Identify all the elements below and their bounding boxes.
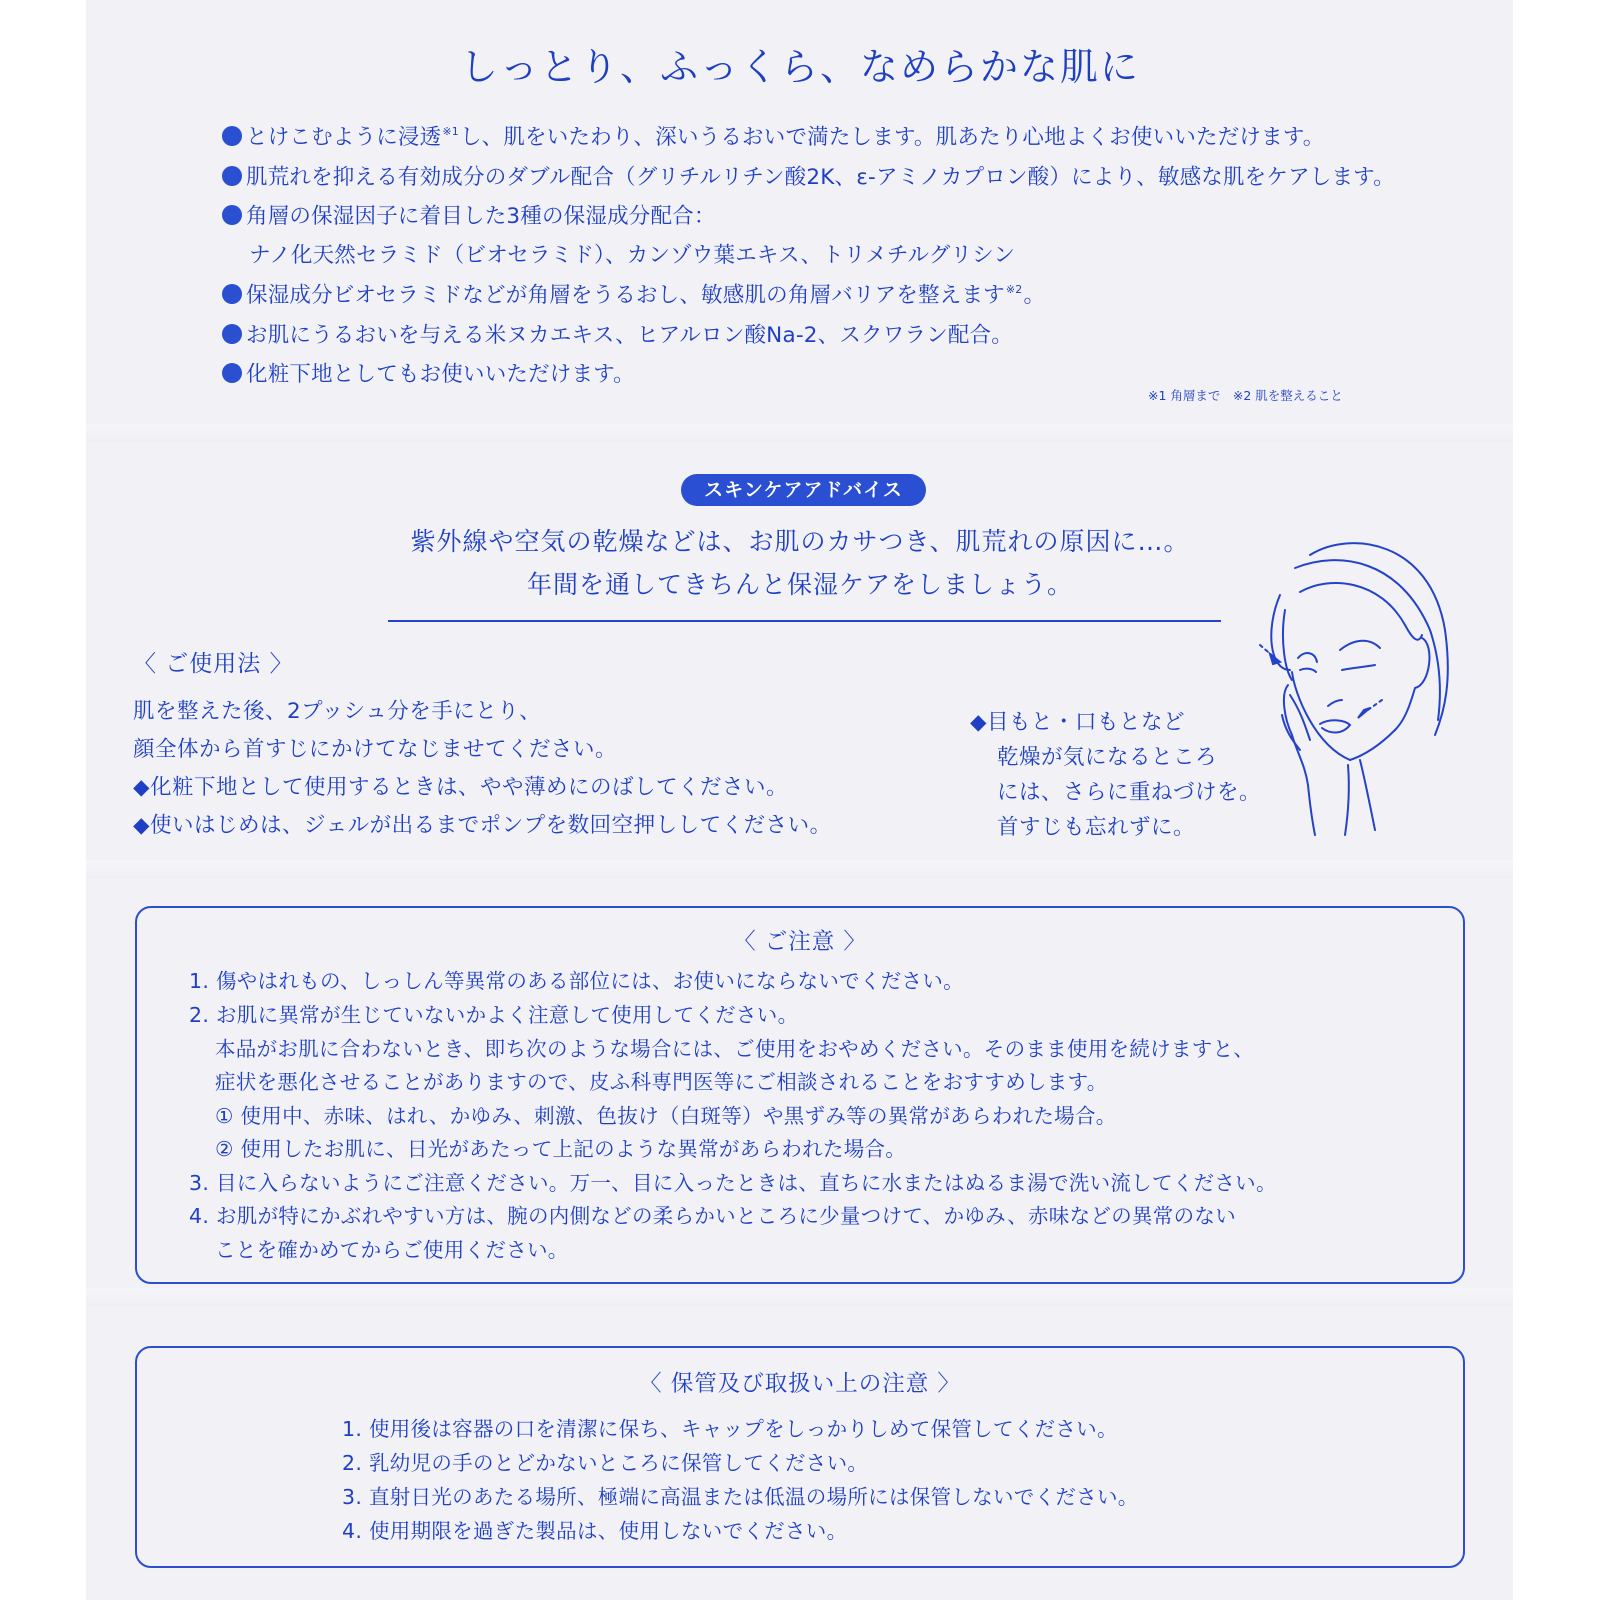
caution-line: 症状を悪化させることがありますので、皮ふ科専門医等にご相談されることをおすすめします。 [215, 1070, 1108, 1094]
bullet-icon [222, 363, 242, 383]
feature-item: 角層の保湿因子に着目した3種の保湿成分配合： [222, 199, 716, 230]
caution-heading: 〈 ご注意 〉 [733, 929, 867, 955]
headline: しっとり、ふっくら、なめらかな肌に [459, 45, 1140, 89]
storage-line: 3. 直射日光のあたる場所、極端に高温または低温の場所には保管しないでください。 [342, 1485, 1139, 1509]
face-illustration-icon [1230, 520, 1470, 840]
bullet-icon [222, 324, 242, 344]
tip-line: ◆目もと・口もとなど [970, 710, 1186, 735]
feature-item: お肌にうるおいを与える米ヌカエキス、ヒアルロン酸Na-2、スクワラン配合。 [222, 318, 1013, 349]
caution-line: ② 使用したお肌に、日光があたって上記のような異常があらわれた場合。 [215, 1137, 907, 1161]
caution-box [135, 906, 1465, 1284]
caution-line: 本品がお肌に合わないとき、即ち次のような場合には、ご使用をおやめください。そのまま使用を続けますと、 [215, 1037, 1255, 1061]
fold-seam [86, 1288, 1513, 1306]
tip-line: には、さらに重ねづけを。 [997, 780, 1262, 805]
caution-line: 3. 目に入らないようにご注意ください。万一、目に入ったときは、直ちに水またはぬるま湯で洗い流してください。 [189, 1171, 1277, 1195]
feature-item: 肌荒れを抑える有効成分のダブル配合（グリチルリチン酸2K、ε-アミノカプロン酸）により、敏感な肌をケアします。 [222, 160, 1395, 191]
feature-item-continued: ナノ化天然セラミド（ビオセラミド）、カンゾウ葉エキス、トリメチルグリシン [249, 243, 1016, 268]
caution-line: 2. お肌に異常が生じていないかよく注意して使用してください。 [189, 1003, 799, 1027]
storage-box [135, 1346, 1465, 1568]
tip-line: 乾燥が気になるところ [997, 745, 1218, 770]
caution-line: ことを確かめてからご使用ください。 [215, 1238, 569, 1262]
usage-line: ◆化粧下地として使用するときは、やや薄めにのばしてください。 [133, 775, 789, 800]
storage-line: 4. 使用期限を過ぎた製品は、使用しないでください。 [342, 1519, 848, 1543]
storage-line: 1. 使用後は容器の口を清潔に保ち、キャップをしっかりしめて保管してください。 [342, 1417, 1118, 1441]
feature-item: 化粧下地としてもお使いいただけます。 [222, 357, 635, 388]
skincare-advice-badge: スキンケアアドバイス [681, 474, 926, 506]
bullet-icon [222, 284, 242, 304]
feature-item: とけこむように浸透$^{※1}$し、肌をいたわり、深いうるおいで満たします。肌あたり心地よくお使いいただけます。 [222, 120, 1325, 151]
bullet-icon [222, 126, 242, 146]
usage-line: 顔全体から首すじにかけてなじませてください。 [133, 737, 618, 762]
caution-line: 1. 傷やはれもの、しっしん等異常のある部位には、お使いにならないでください。 [189, 969, 964, 993]
caution-line: ① 使用中、赤味、はれ、かゆみ、刺激、色抜け（白斑等）や黒ずみ等の異常があらわれた場合。 [215, 1104, 1117, 1128]
footnotes: ※1 角層まで ※2 肌を整えること [1148, 388, 1343, 403]
storage-heading: 〈 保管及び取扱い上の注意 〉 [639, 1371, 961, 1397]
caution-line: 4. お肌が特にかぶれやすい方は、腕の内側などの柔らかいところに少量つけて、かゆみ、赤味などの異常のない [189, 1204, 1236, 1228]
storage-line: 2. 乳幼児の手のとどかないところに保管してください。 [342, 1451, 869, 1475]
feature-item: 保湿成分ビオセラミドなどが角層をうるおし、敏感肌の角層バリアを整えます$^{※2}$。 [222, 278, 1045, 309]
bullet-icon [222, 166, 242, 186]
usage-line: 肌を整えた後、2プッシュ分を手にとり、 [133, 699, 542, 724]
usage-heading: 〈 ご使用法 〉 [133, 651, 294, 677]
advice-line-1: 紫外線や空気の乾燥などは、お肌のカサつき、肌荒れの原因に…。 [410, 527, 1190, 556]
bullet-icon [222, 205, 242, 225]
fold-seam [86, 424, 1513, 442]
usage-line: ◆使いはじめは、ジェルが出るまでポンプを数回空押ししてください。 [133, 813, 832, 838]
fold-seam [86, 860, 1513, 878]
tip-line: 首すじも忘れずに。 [997, 815, 1196, 840]
advice-line-2: 年間を通してきちんと保湿ケアをしましょう。 [526, 570, 1073, 599]
divider [388, 620, 1221, 622]
